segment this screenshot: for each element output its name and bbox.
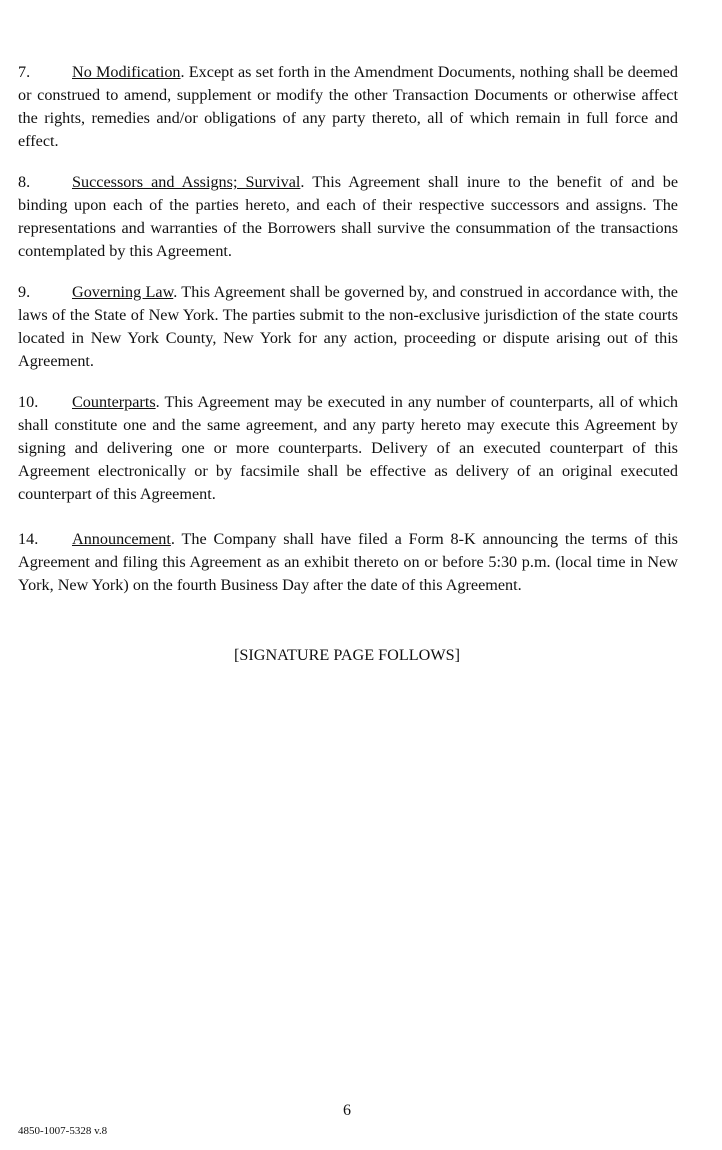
section-heading: Governing Law [72,283,174,301]
section-7 [18,61,678,153]
section-14 [18,528,678,597]
signature-page-notice: [SIGNATURE PAGE FOLLOWS] [233,646,461,664]
section-heading: No Modification [72,63,181,81]
section-heading: Counterparts [72,393,156,411]
section-number: 14. [18,530,39,548]
section-body: . Except as set forth in the Amendment Documents, nothing shall be deemed or construed to amend, supplement or modify the other Transaction Documents or otherwise affect the rights, remedies and/or obligations of any party thereto, all of which remain in full force and effect. [18,63,678,150]
section-body: . This Agreement shall inure to the benefit of and be binding upon each of the parties hereto, and each of their respective successors and assigns. The representations and warranties of the Borrowers shall survive the consummation of the transactions contemplated by this Agreement. [18,173,679,260]
section-8 [18,171,678,263]
section-body: . This Agreement shall be governed by, and construed in accordance with, the laws of the State of New York. The parties submit to the non-exclusive jurisdiction of the state courts located in New York County, New York for any action, proceeding or dispute arising out of this Agreement. [18,283,678,370]
section-body: . This Agreement may be executed in any number of counterparts, all of which shall constitute one and the same agreement, and any party hereto may execute this Agreement by signing and delivering one or more counterparts. Delivery of an executed counterpart of this Agreement electronically or by facsimile shall be effective as delivery of an original executed counterpart of this Agreement. [18,393,678,503]
section-10 [18,391,678,506]
page-number: 6 [343,1102,351,1119]
section-body: . The Company shall have filed a Form 8-K announcing the terms of this Agreement and filing this Agreement as an exhibit thereto on or before 5:30 p.m. (local time in New York, New York) on the fourth Business Day after the date of this Agreement. [18,530,678,594]
section-9 [18,281,678,373]
section-number: 9. [18,283,31,301]
document-id: 4850-1007-5328 v.8 [18,1125,108,1137]
section-number: 7. [18,63,31,81]
section-number: 10. [18,393,39,411]
section-number: 8. [18,173,31,191]
section-heading: Announcement [72,530,171,548]
section-heading: Successors and Assigns; Survival [72,173,301,191]
